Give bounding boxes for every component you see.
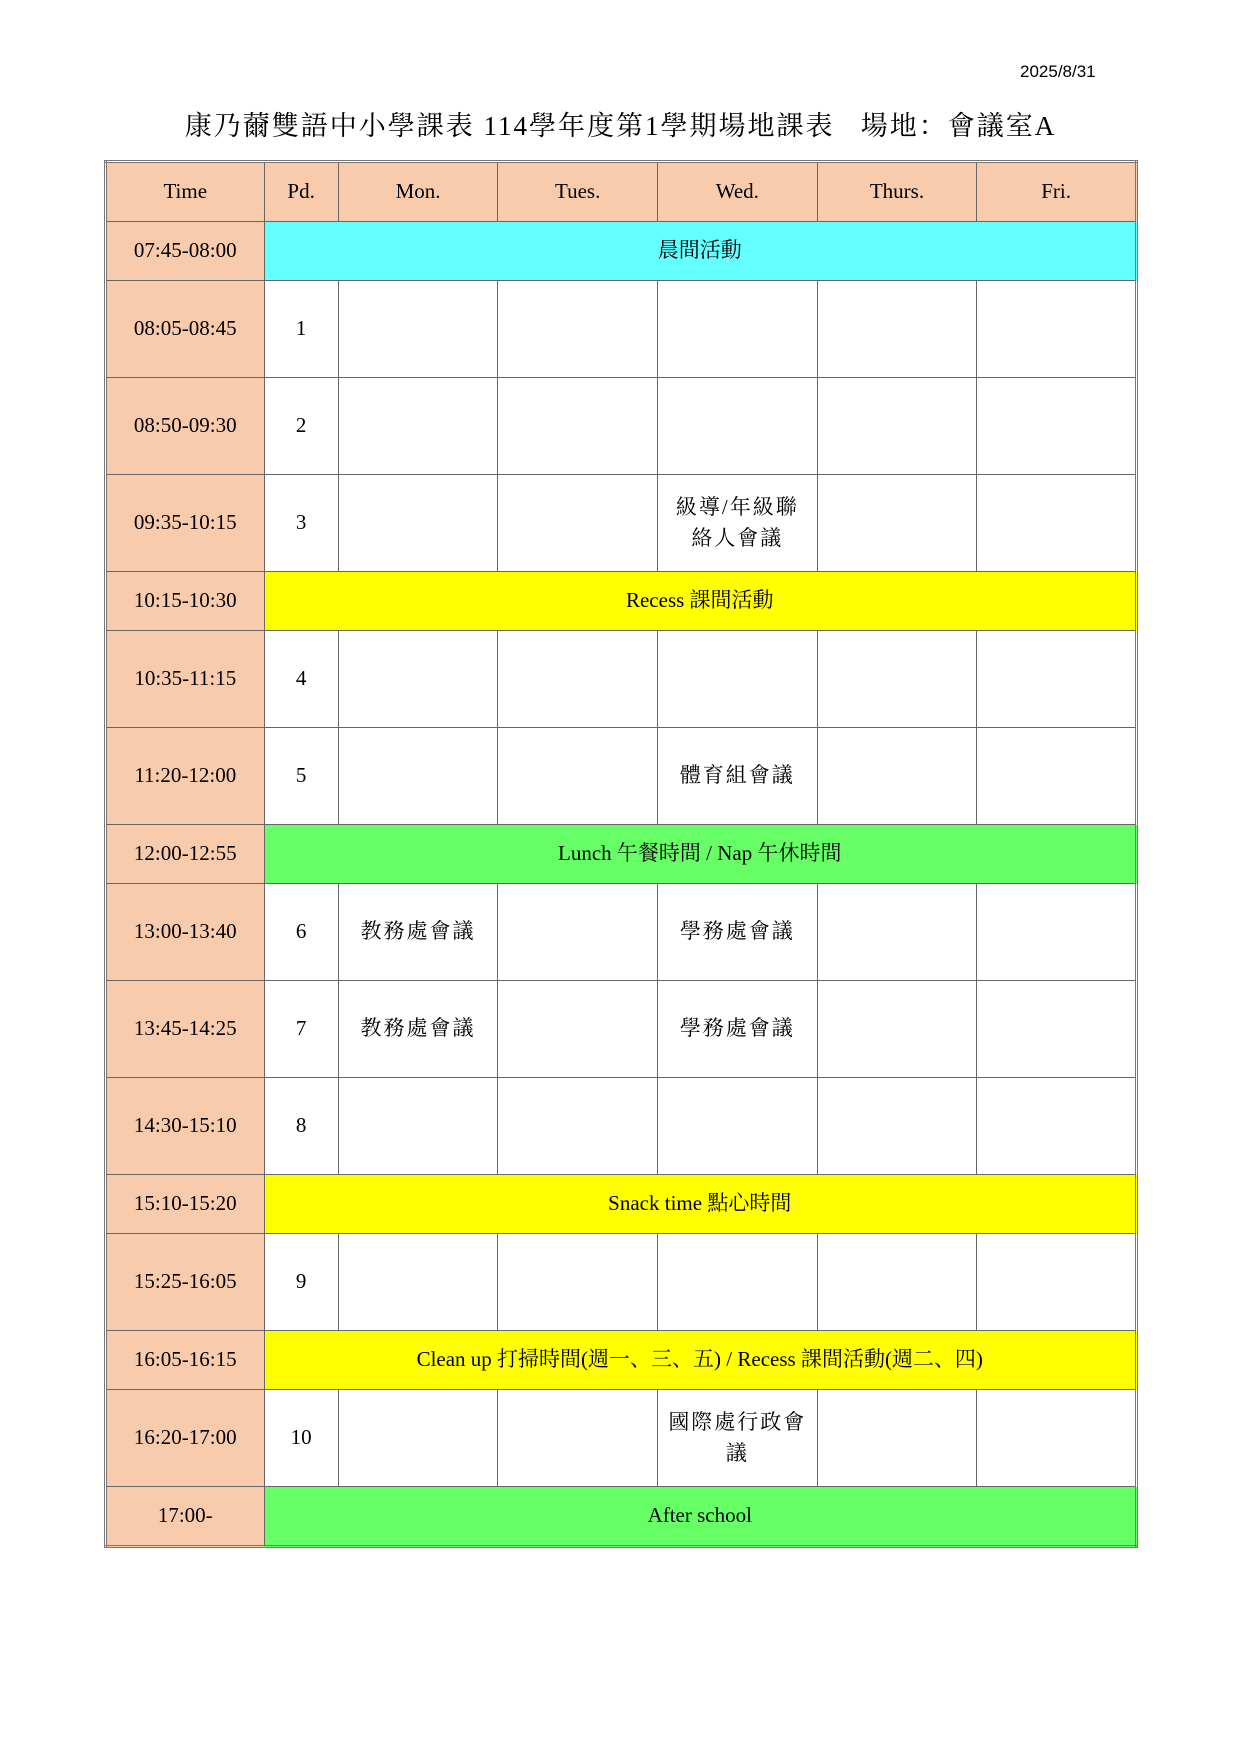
cell-tues bbox=[498, 378, 658, 475]
column-header-period: Pd. bbox=[264, 162, 338, 222]
time-slot: 11:20-12:00 bbox=[106, 728, 265, 825]
time-slot: 10:15-10:30 bbox=[106, 572, 265, 631]
page-title: 康乃薾雙語中小學課表 114學年度第1學期場地課表 場地：會議室A bbox=[184, 111, 1057, 141]
cell-mon bbox=[338, 1078, 498, 1175]
time-slot: 08:05-08:45 bbox=[106, 281, 265, 378]
header-row bbox=[106, 162, 1137, 222]
period-number: 2 bbox=[264, 378, 338, 475]
break-row bbox=[106, 1487, 1137, 1547]
period-number: 7 bbox=[264, 981, 338, 1078]
cell-thurs bbox=[817, 378, 977, 475]
cell-mon: 教務處會議 bbox=[338, 981, 498, 1078]
period-row bbox=[106, 475, 1137, 572]
cell-mon bbox=[338, 631, 498, 728]
cell-fri bbox=[977, 1078, 1137, 1175]
time-slot: 09:35-10:15 bbox=[106, 475, 265, 572]
cell-tues bbox=[498, 631, 658, 728]
cell-thurs bbox=[817, 981, 977, 1078]
time-slot: 13:00-13:40 bbox=[106, 884, 265, 981]
cell-thurs bbox=[817, 1390, 977, 1487]
period-row bbox=[106, 728, 1137, 825]
cell-thurs bbox=[817, 281, 977, 378]
period-number: 1 bbox=[264, 281, 338, 378]
column-header-time: Time bbox=[106, 162, 265, 222]
cell-fri bbox=[977, 631, 1137, 728]
break-label: Clean up 打掃時間(週一、三、五) / Recess 課間活動(週二、四) bbox=[264, 1331, 1136, 1390]
schedule-table bbox=[104, 160, 1138, 1548]
time-slot: 17:00- bbox=[106, 1487, 265, 1547]
cell-wed: 學務處會議 bbox=[658, 884, 818, 981]
period-number: 5 bbox=[264, 728, 338, 825]
cell-tues bbox=[498, 1390, 658, 1487]
cell-mon bbox=[338, 378, 498, 475]
period-number: 8 bbox=[264, 1078, 338, 1175]
period-row bbox=[106, 631, 1137, 728]
cell-thurs bbox=[817, 728, 977, 825]
cell-thurs bbox=[817, 1078, 977, 1175]
schedule-body bbox=[106, 162, 1137, 1547]
cell-fri bbox=[977, 475, 1137, 572]
break-label: Snack time 點心時間 bbox=[264, 1175, 1136, 1234]
cell-wed bbox=[658, 1234, 818, 1331]
cell-wed bbox=[658, 631, 818, 728]
time-slot: 15:10-15:20 bbox=[106, 1175, 265, 1234]
period-number: 9 bbox=[264, 1234, 338, 1331]
period-number: 10 bbox=[264, 1390, 338, 1487]
cell-wed bbox=[658, 1078, 818, 1175]
cell-fri bbox=[977, 281, 1137, 378]
cell-wed bbox=[658, 378, 818, 475]
period-number: 6 bbox=[264, 884, 338, 981]
cell-thurs bbox=[817, 884, 977, 981]
cell-mon bbox=[338, 475, 498, 572]
cell-wed: 國際處行政會議 bbox=[658, 1390, 818, 1487]
period-row bbox=[106, 378, 1137, 475]
cell-tues bbox=[498, 1234, 658, 1331]
cell-fri bbox=[977, 378, 1137, 475]
cell-fri bbox=[977, 1390, 1137, 1487]
cell-tues bbox=[498, 1078, 658, 1175]
cell-fri bbox=[977, 1234, 1137, 1331]
cell-tues bbox=[498, 475, 658, 572]
period-row bbox=[106, 981, 1137, 1078]
period-number: 4 bbox=[264, 631, 338, 728]
time-slot: 14:30-15:10 bbox=[106, 1078, 265, 1175]
time-slot: 16:05-16:15 bbox=[106, 1331, 265, 1390]
time-slot: 16:20-17:00 bbox=[106, 1390, 265, 1487]
column-header-mon: Mon. bbox=[338, 162, 498, 222]
column-header-tues: Tues. bbox=[498, 162, 658, 222]
cell-wed: 級導/年級聯絡人會議 bbox=[658, 475, 818, 572]
period-row bbox=[106, 1234, 1137, 1331]
cell-thurs bbox=[817, 631, 977, 728]
break-label: Lunch 午餐時間 / Nap 午休時間 bbox=[264, 825, 1136, 884]
cell-thurs bbox=[817, 475, 977, 572]
cell-tues bbox=[498, 728, 658, 825]
break-row bbox=[106, 825, 1137, 884]
cell-mon bbox=[338, 1390, 498, 1487]
period-row bbox=[106, 1390, 1137, 1487]
column-header-thurs: Thurs. bbox=[817, 162, 977, 222]
column-header-fri: Fri. bbox=[977, 162, 1137, 222]
break-label: 晨間活動 bbox=[264, 222, 1136, 281]
time-slot: 12:00-12:55 bbox=[106, 825, 265, 884]
break-row bbox=[106, 1175, 1137, 1234]
cell-mon bbox=[338, 1234, 498, 1331]
period-number: 3 bbox=[264, 475, 338, 572]
break-row bbox=[106, 572, 1137, 631]
break-row bbox=[106, 1331, 1137, 1390]
document-date: 2025/8/31 bbox=[1020, 62, 1096, 81]
cell-fri bbox=[977, 728, 1137, 825]
cell-wed: 體育組會議 bbox=[658, 728, 818, 825]
cell-wed bbox=[658, 281, 818, 378]
cell-tues bbox=[498, 884, 658, 981]
period-row bbox=[106, 281, 1137, 378]
time-slot: 08:50-09:30 bbox=[106, 378, 265, 475]
period-row bbox=[106, 1078, 1137, 1175]
cell-tues bbox=[498, 281, 658, 378]
cell-tues bbox=[498, 981, 658, 1078]
cell-mon bbox=[338, 281, 498, 378]
period-row bbox=[106, 884, 1137, 981]
column-header-wed: Wed. bbox=[658, 162, 818, 222]
cell-fri bbox=[977, 884, 1137, 981]
cell-wed: 學務處會議 bbox=[658, 981, 818, 1078]
break-row bbox=[106, 222, 1137, 281]
break-label: Recess 課間活動 bbox=[264, 572, 1136, 631]
cell-mon: 教務處會議 bbox=[338, 884, 498, 981]
cell-mon bbox=[338, 728, 498, 825]
time-slot: 10:35-11:15 bbox=[106, 631, 265, 728]
time-slot: 07:45-08:00 bbox=[106, 222, 265, 281]
time-slot: 15:25-16:05 bbox=[106, 1234, 265, 1331]
break-label: After school bbox=[264, 1487, 1136, 1547]
cell-thurs bbox=[817, 1234, 977, 1331]
cell-fri bbox=[977, 981, 1137, 1078]
time-slot: 13:45-14:25 bbox=[106, 981, 265, 1078]
